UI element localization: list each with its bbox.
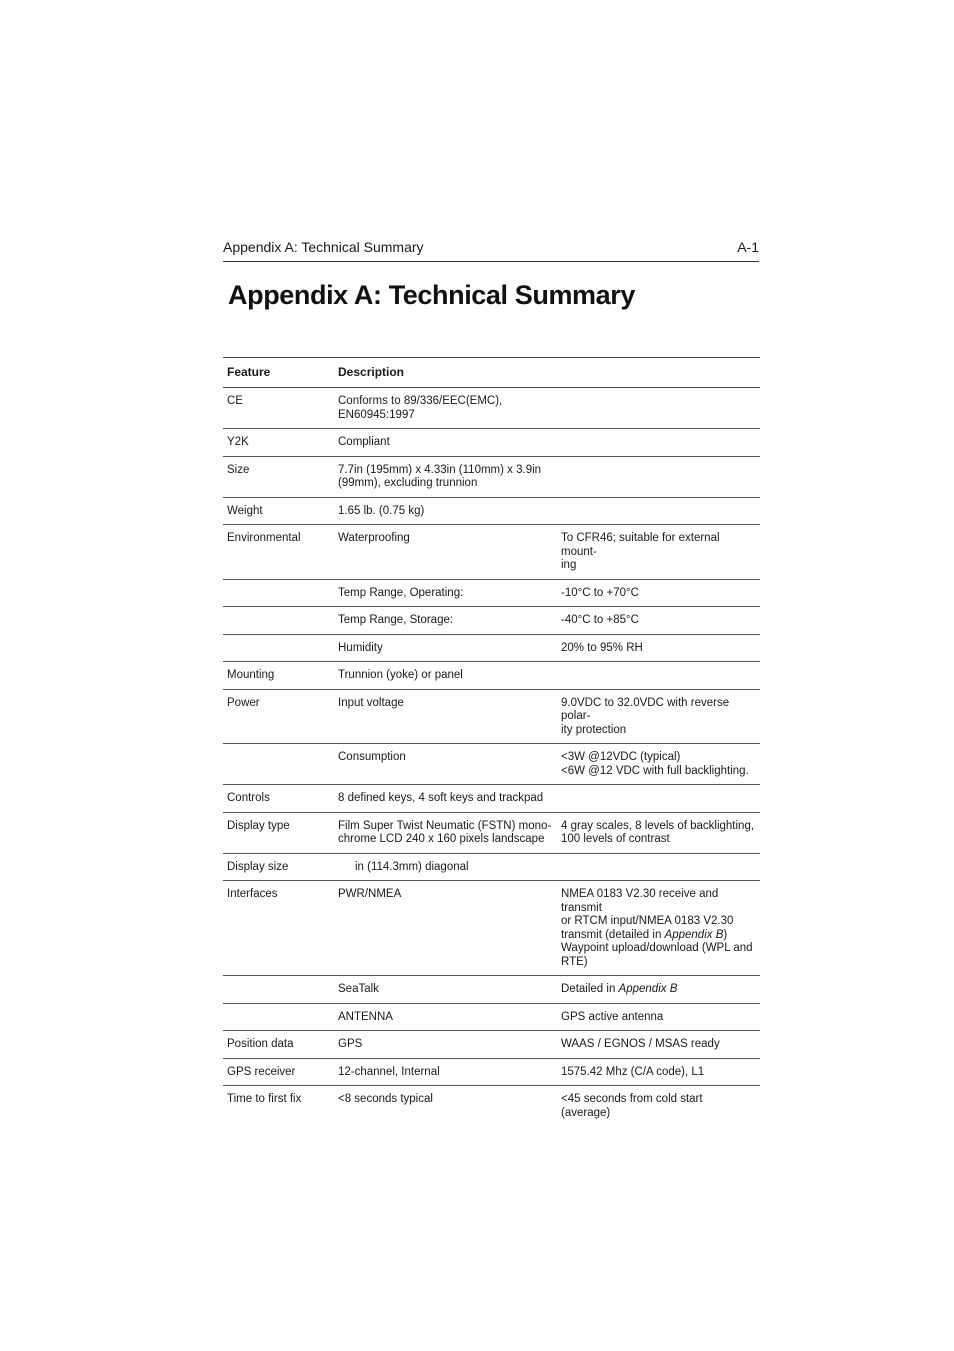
technical-summary-table	[223, 357, 760, 1126]
table-row	[223, 689, 760, 744]
detail-text: Detailed in	[561, 983, 619, 995]
column-header-feature: Feature	[227, 364, 271, 379]
column-header-description: Description	[338, 364, 405, 379]
feature-cell: GPS receiver	[227, 1065, 296, 1078]
description-cell: Waterproofing	[338, 532, 410, 544]
feature-cell: Interfaces	[227, 888, 278, 900]
description-cell: GPS	[338, 1038, 363, 1050]
description-cell: <8 seconds typical	[338, 1093, 433, 1105]
feature-cell: Display type	[227, 819, 290, 832]
feature-cell: Mounting	[227, 669, 275, 681]
feature-cell: Y2K	[227, 436, 249, 448]
description-cell: Film Super Twist Neumatic (FSTN) mono- chrome LCD 240 x 160 pixels landscape	[338, 819, 552, 845]
feature-cell: Power	[227, 696, 260, 709]
table-row	[223, 429, 760, 457]
page-title: Appendix A: Technical Summary	[228, 280, 635, 310]
header-section-title: Appendix A: Technical Summary	[223, 239, 424, 255]
table-header-row	[223, 358, 760, 388]
table-row	[223, 976, 760, 1004]
feature-cell	[223, 976, 334, 1004]
detail-cell: 9.0VDC to 32.0VDC with reverse polar- ity protection	[561, 696, 730, 736]
feature-cell	[223, 607, 334, 635]
description-cell: Temp Range, Operating:	[338, 586, 464, 599]
feature-cell	[223, 634, 334, 662]
table-row	[223, 525, 760, 580]
feature-cell: Environmental	[227, 532, 301, 544]
table-row	[223, 662, 760, 690]
table-row	[223, 744, 760, 785]
table-row	[223, 1031, 760, 1059]
detail-cell	[557, 881, 760, 976]
detail-cell	[557, 429, 760, 457]
table-row	[223, 812, 760, 853]
detail-cell: GPS active antenna	[561, 1010, 664, 1023]
description-cell: Trunnion (yoke) or panel	[338, 669, 463, 681]
detail-cell	[557, 976, 760, 1004]
table-row	[223, 497, 760, 525]
table-row	[223, 388, 760, 429]
description-cell: 7.7in (195mm) x 4.33in (110mm) x 3.9in (99mm), excluding trunnion	[338, 463, 542, 489]
detail-cell	[557, 662, 760, 690]
detail-cell: <45 seconds from cold start (average)	[561, 1093, 703, 1119]
detail-cell: WAAS / EGNOS / MSAS ready	[561, 1038, 720, 1050]
table-row	[223, 853, 760, 881]
description-cell: PWR/NMEA	[338, 888, 402, 900]
description-cell: 1.65 lb. (0.75 kg)	[338, 504, 425, 517]
detail-cell: 20% to 95% RH	[561, 641, 643, 654]
feature-cell: Weight	[227, 504, 263, 517]
appendix-reference: Appendix B	[664, 928, 724, 941]
description-cell: Consumption	[338, 751, 406, 763]
description-cell: ANTENNA	[338, 1010, 393, 1023]
table-row	[223, 1003, 760, 1031]
detail-cell	[557, 456, 760, 497]
description-cell: Input voltage	[338, 696, 404, 709]
detail-text: ) Waypoint upload/download (WPL and RTE)	[561, 928, 753, 968]
column-header-detail	[557, 358, 760, 388]
feature-cell	[223, 744, 334, 785]
detail-cell: 1575.42 Mhz (C/A code), L1	[561, 1065, 705, 1078]
description-cell: Temp Range, Storage:	[338, 614, 454, 626]
table-row	[223, 634, 760, 662]
feature-cell	[223, 579, 334, 607]
detail-cell: -10°C to +70°C	[561, 586, 639, 599]
detail-cell	[557, 785, 760, 813]
description-cell: SeaTalk	[338, 983, 379, 995]
feature-cell: Size	[227, 463, 250, 476]
description-cell: 12-channel, Internal	[338, 1065, 440, 1078]
header-page-number: A-1	[737, 239, 759, 255]
table-row	[223, 579, 760, 607]
feature-cell: Controls	[227, 792, 270, 804]
table-row	[223, 1086, 760, 1127]
description-cell: Humidity	[338, 641, 383, 654]
feature-cell: CE	[227, 395, 243, 407]
table-row	[223, 456, 760, 497]
appendix-reference: Appendix B	[618, 983, 678, 995]
table-row	[223, 881, 760, 976]
detail-cell: <3W @12VDC (typical) <6W @12 VDC with full backlighting.	[561, 751, 749, 777]
table-row	[223, 1058, 760, 1086]
description-cell: Compliant	[338, 436, 390, 448]
description-cell: in (114.3mm) diagonal	[355, 860, 469, 873]
feature-cell	[223, 1003, 334, 1031]
detail-cell	[557, 497, 760, 525]
description-cell: Conforms to 89/336/EEC(EMC), EN60945:1997	[338, 395, 503, 421]
detail-cell: To CFR46; suitable for external mount- ing	[561, 532, 720, 571]
detail-cell: 4 gray scales, 8 levels of backlighting, 100 levels of contrast	[561, 819, 755, 845]
detail-text: NMEA 0183 V2.30 receive and transmit or RTCM input/NMEA 0183 V2.30 transmit (detailed in	[561, 888, 734, 941]
detail-cell	[557, 388, 760, 429]
table-row	[223, 607, 760, 635]
detail-cell: -40°C to +85°C	[561, 614, 639, 626]
feature-cell: Time to first fix	[227, 1093, 302, 1105]
table-row	[223, 785, 760, 813]
feature-cell: Position data	[227, 1038, 294, 1050]
running-header	[223, 238, 759, 262]
detail-cell	[557, 853, 760, 881]
description-cell: 8 defined keys, 4 soft keys and trackpad	[338, 792, 544, 804]
feature-cell: Display size	[227, 860, 289, 873]
